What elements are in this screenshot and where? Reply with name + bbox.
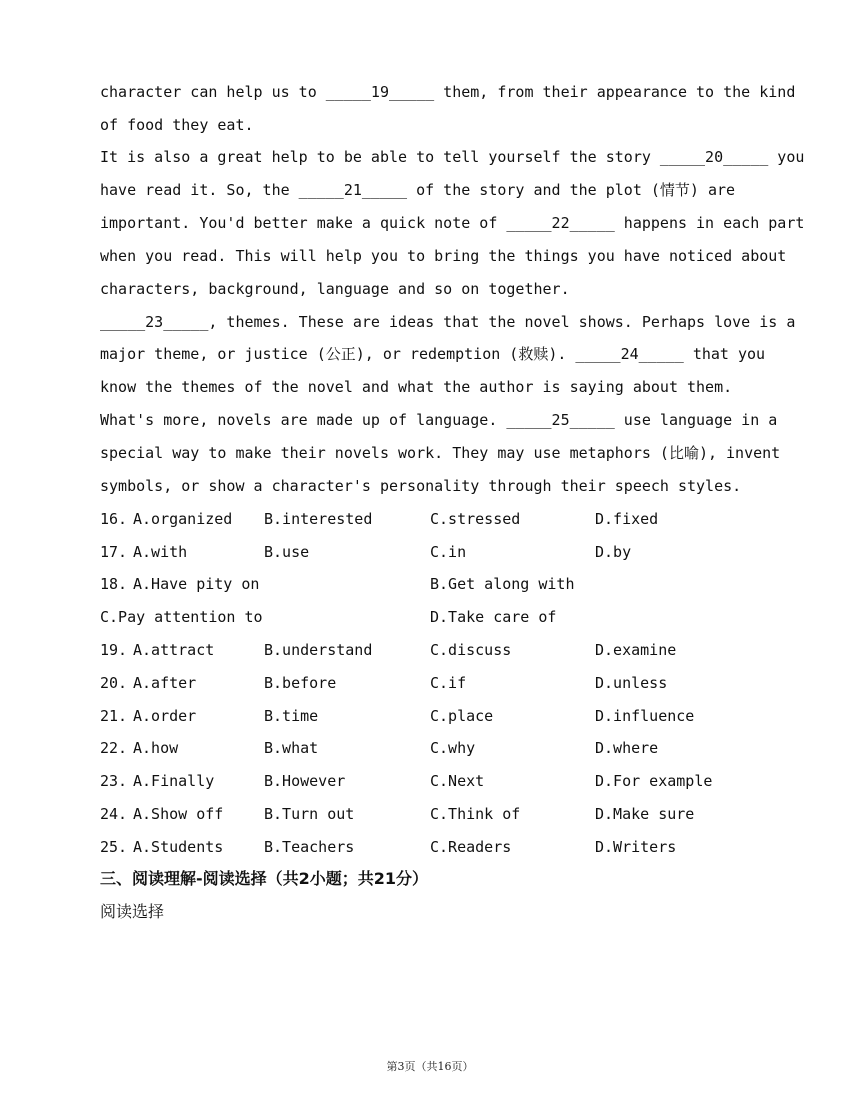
passage-line: important. You'd better make a quick note of _____22_____ happens in each part: [100, 214, 805, 232]
passage-line: major theme, or justice (公正), or redemption (救赎). _____24_____ that you: [100, 345, 766, 363]
option-c: C.discuss: [430, 641, 512, 659]
passage-line: when you read. This will help you to bring the things you have noticed about: [100, 247, 787, 265]
option-a: A.with: [133, 543, 188, 561]
option-b: B.understand: [264, 641, 373, 659]
passage-line: know the themes of the novel and what the author is saying about them.: [100, 378, 733, 396]
option-c: C.why: [430, 739, 476, 757]
passage-line: It is also a great help to be able to tell yourself the story _____20_____ you: [100, 148, 805, 166]
option-a: A.attract: [133, 641, 215, 659]
option-b: B.However: [264, 772, 346, 790]
option-b: B.before: [264, 674, 337, 692]
passage-line: of food they eat.: [100, 116, 254, 134]
question-number: 18.: [100, 575, 128, 593]
section-heading: 三、阅读理解-阅读选择（共2小题；共21分）: [100, 869, 429, 888]
option-d: D.Make sure: [595, 805, 695, 823]
option-c: C.Think of: [430, 805, 521, 823]
option-b: B.Turn out: [264, 805, 355, 823]
option-c: C.Readers: [430, 838, 512, 856]
option-d: D.Take care of: [430, 608, 557, 626]
question-number: 16.: [100, 510, 128, 528]
option-a: A.Have pity on: [133, 575, 260, 593]
option-b: B.Teachers: [264, 838, 355, 856]
question-number: 22.: [100, 739, 128, 757]
passage-line: character can help us to _____19_____ them, from their appearance to the kind: [100, 83, 796, 101]
option-d: D.For example: [595, 772, 713, 790]
passage-line: have read it. So, the _____21_____ of the story and the plot (情节) are: [100, 181, 736, 199]
passage-line: characters, background, language and so on together.: [100, 280, 570, 298]
question-number: 25.: [100, 838, 128, 856]
option-c: C.if: [430, 674, 467, 692]
option-d: D.by: [595, 543, 632, 561]
option-b: B.interested: [264, 510, 373, 528]
passage-line: symbols, or show a character's personality through their speech styles.: [100, 477, 742, 495]
option-d: D.unless: [595, 674, 668, 692]
option-c: C.Next: [430, 772, 485, 790]
option-a: A.after: [133, 674, 197, 692]
question-number: 19.: [100, 641, 128, 659]
option-b: B.use: [264, 543, 310, 561]
option-a: A.Show off: [133, 805, 224, 823]
option-b: B.time: [264, 707, 319, 725]
option-a: A.order: [133, 707, 197, 725]
question-number: 17.: [100, 543, 128, 561]
option-d: D.fixed: [595, 510, 659, 528]
option-c: C.in: [430, 543, 467, 561]
passage-line: What's more, novels are made up of language. _____25_____ use language in a: [100, 411, 778, 429]
option-d: D.influence: [595, 707, 695, 725]
option-c: C.stressed: [430, 510, 521, 528]
question-number: 20.: [100, 674, 128, 692]
option-b: B.what: [264, 739, 319, 757]
question-number: 24.: [100, 805, 128, 823]
option-d: D.Writers: [595, 838, 677, 856]
option-a: A.Students: [133, 838, 224, 856]
option-c: C.place: [430, 707, 494, 725]
page-footer: 第3页（共16页）: [386, 1060, 474, 1073]
question-number: 21.: [100, 707, 128, 725]
option-d: D.where: [595, 739, 659, 757]
option-a: A.how: [133, 739, 179, 757]
option-d: D.examine: [595, 641, 677, 659]
option-c: C.Pay attention to: [100, 608, 263, 626]
section-subheading: 阅读选择: [100, 902, 165, 921]
passage-line: special way to make their novels work. They may use metaphors (比喻), invent: [100, 444, 781, 462]
question-number: 23.: [100, 772, 128, 790]
option-a: A.Finally: [133, 772, 215, 790]
option-a: A.organized: [133, 510, 233, 528]
option-b: B.Get along with: [430, 575, 575, 593]
passage-line: _____23_____, themes. These are ideas that the novel shows. Perhaps love is a: [100, 313, 796, 331]
